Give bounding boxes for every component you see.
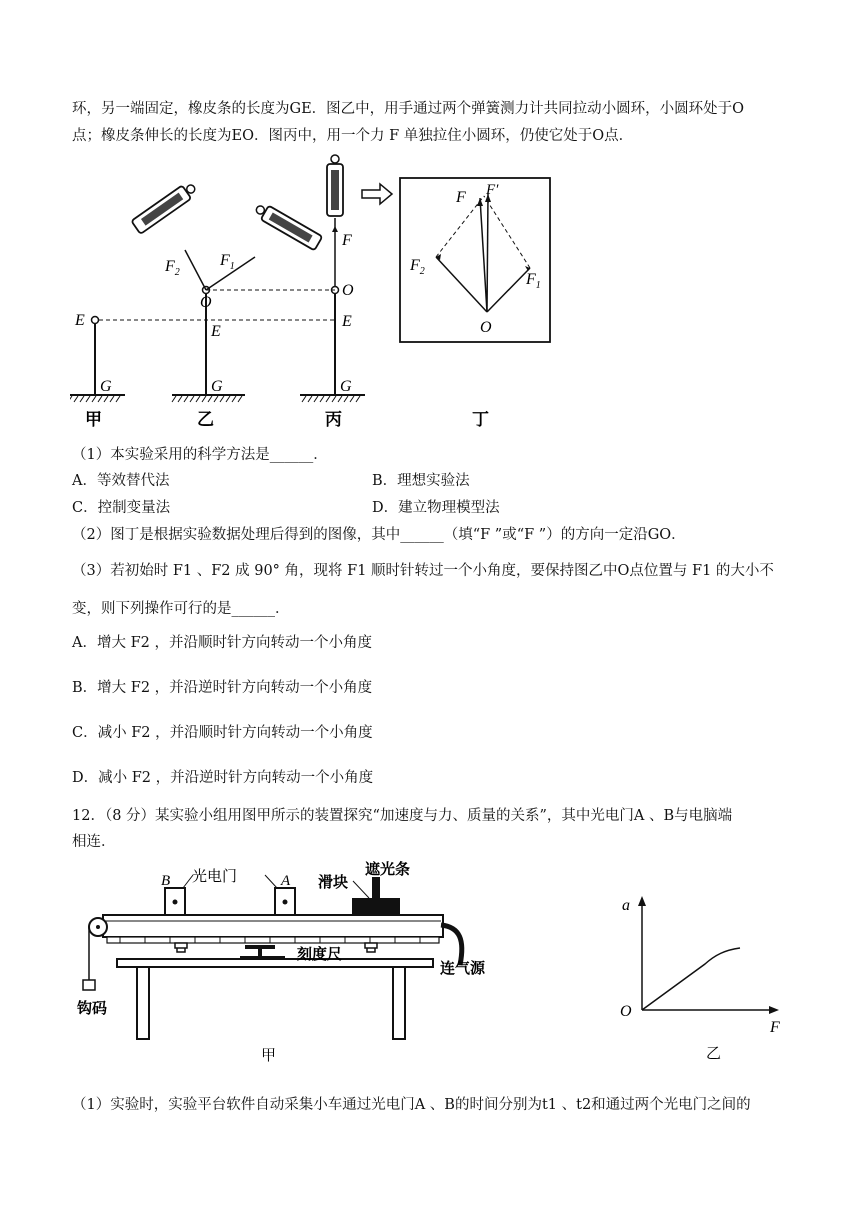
q12-stem-1: 12．（8 分）某实验小组用图甲所示的装置探究“加速度与力、质量的关系”，其中光电门A 、B与电脑端 [72, 808, 733, 824]
q2-stem: （2）图丁是根据实验数据处理后得到的图像，其中______（填“F ”或“F ”）的方向一定沿GO． [72, 527, 686, 543]
q1-option-c: C．控制变量法 [72, 500, 171, 516]
label-E-jia: E [75, 312, 85, 329]
label-jia: 甲 [85, 410, 102, 429]
label-F2-ding: $F_2$ [410, 257, 425, 277]
q3-option-c: C．减小 F2 ，并沿顺时针方向转动一个小角度 [72, 725, 373, 741]
label-hook-weight: 钩码 [77, 1001, 108, 1017]
graph-axis-a: a [622, 897, 630, 914]
label-O-bing: O [342, 282, 354, 299]
label-gate-B: B [161, 873, 171, 889]
label-G-bing: G [340, 378, 352, 395]
q1-option-a: A．等效替代法 [72, 473, 170, 489]
q3-option-a: A．增大 F2 ，并沿顺时针方向转动一个小角度 [72, 635, 372, 651]
intro-line-2: 点；橡皮条伸长的长度为EO．图丙中，用一个力 F 单独拉住小圆环，仍使它处于O点． [72, 128, 634, 144]
q3-option-d: D．减小 F2 ，并沿逆时针方向转动一个小角度 [72, 770, 374, 786]
label-yi: 乙 [197, 410, 214, 429]
label-O-ding: O [480, 319, 492, 336]
q1-option-d: D．建立物理模型法 [372, 500, 500, 516]
label-F-ding: F [456, 189, 466, 206]
force-experiment-figure [70, 150, 560, 440]
label-strip: 遮光条 [365, 862, 411, 878]
label-F-bing: F [342, 232, 352, 249]
label-gate-A: A [281, 873, 291, 889]
q1-option-b: B．理想实验法 [372, 473, 470, 489]
label-ruler: 刻度尺 [297, 947, 343, 963]
q1-stem: （1）本实验采用的科学方法是______． [72, 447, 328, 463]
label-F2-yi: $F_2$ [165, 258, 180, 278]
label-slider: 滑块 [318, 875, 349, 891]
label-photogate: 光电门 [192, 869, 238, 885]
graph-origin: O [620, 1003, 632, 1020]
label-E-yi: E [211, 323, 221, 340]
label-F1-ding: $F_1$ [526, 271, 541, 291]
graph-axis-F: F [770, 1019, 780, 1036]
label-bing: 丙 [325, 410, 342, 429]
label-F1-yi: $F_1$ [220, 252, 235, 272]
graph-label-yi: 乙 [706, 1046, 722, 1062]
label-air-source: 连气源 [440, 961, 486, 977]
q12-1-stem: （1）实验时，实验平台软件自动采集小车通过光电门A 、B的时间分别为t1 、t2和通过两个光电门之间的 [72, 1097, 751, 1113]
label-O-yi: O [200, 294, 212, 311]
label-ding: 丁 [472, 410, 489, 429]
intro-line-1: 环，另一端固定，橡皮条的长度为GE．图乙中，用手通过两个弹簧测力计共同拉动小圆环，小圆环处于O [72, 101, 745, 117]
air-track-apparatus-figure [75, 855, 495, 1070]
label-Fprime-ding: F′ [486, 182, 499, 198]
label-jia-2: 甲 [261, 1048, 277, 1064]
q3-option-b: B．增大 F2 ，并沿逆时针方向转动一个小角度 [72, 680, 373, 696]
q3-stem-1: （3）若初始时 F1 、F2 成 90° 角，现将 F1 顺时针转过一个小角度，要保持图乙中O点位置与 F1 的大小不 [72, 563, 774, 579]
label-G-yi: G [211, 378, 223, 395]
label-G-jia: G [100, 378, 112, 395]
q3-stem-2: 变，则下列操作可行的是______． [72, 601, 290, 617]
a-F-graph [610, 892, 790, 1062]
label-E-bing: E [342, 313, 352, 330]
q12-stem-2: 相连． [72, 834, 116, 850]
